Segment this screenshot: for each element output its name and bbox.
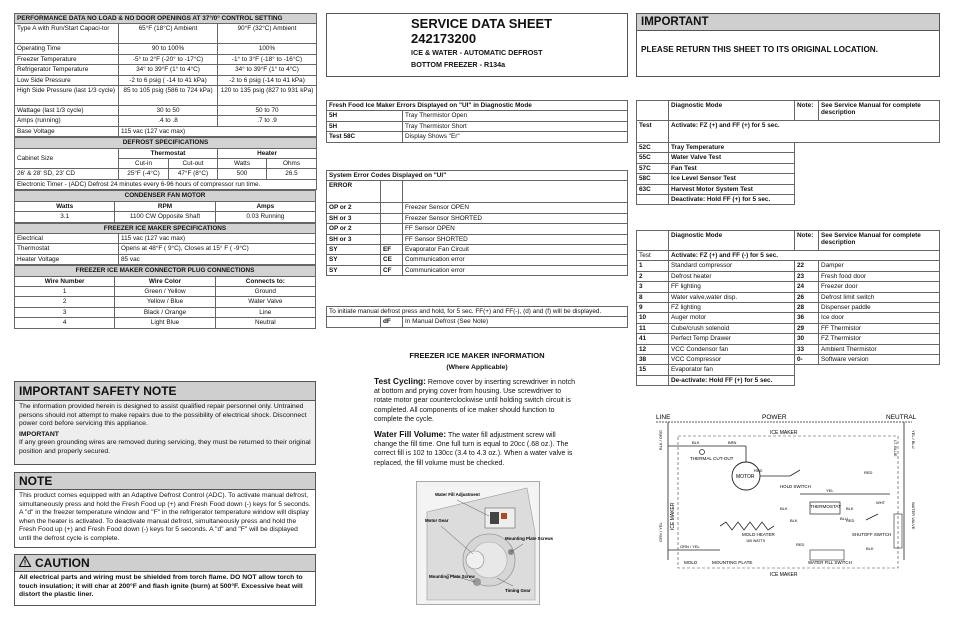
condenser-cell: 3.1 <box>15 212 115 222</box>
wire-label: YEL <box>826 488 834 493</box>
diag2-desc: Evaporator fan <box>669 365 795 375</box>
perf-cell: -2 to 6 psig (-14 to 41 kPa) <box>218 75 317 85</box>
connector-header: Wire Number <box>15 276 115 286</box>
perf-cell: .7 to .9 <box>218 116 317 126</box>
diag2-code: 2 <box>637 271 669 281</box>
fill-volume-body: The water fill adjustment screw will change the fill time. One full turn is equal to 20cc (.68 oz.). The correct fill is 102 to 130cc (3.4 to 4.3 oz.). When a water valve is replaced, the fill volume must be checked. <box>374 432 573 467</box>
safety-title: IMPORTANT SAFETY NOTE <box>15 382 315 401</box>
diag2-code: 30 <box>795 334 819 344</box>
sys-error-label: ERROR <box>327 181 381 203</box>
performance-title: PERFORMANCE DATA NO LOAD & NO DOOR OPENINGS AT 37°/0° CONTROL SETTING <box>15 14 317 24</box>
perf-cell: 50 to 70 <box>218 106 317 116</box>
cut-in-label: Cut-in <box>119 159 169 169</box>
perf-cell: Refrigerator Temperature <box>15 65 119 75</box>
perf-cell: -5° to 2°F (-20° to -17°C) <box>119 54 218 64</box>
mounting-plate-label: MOUNTING PLATE <box>712 560 753 565</box>
manual-defrost-title: To initiate manual defrost press and hold, for 5 sec. FF(+) and FF(-), (d) and (f) will be displayed. <box>327 307 628 317</box>
ff-error-code: Test 58C <box>327 132 403 142</box>
connector-cell: 2 <box>15 297 115 307</box>
diag2-note: Note: <box>795 231 819 251</box>
ltblu-label: LT. BLUE <box>893 440 898 457</box>
water-fill-adjustment-label: Water Fill Adjustment <box>435 492 480 497</box>
diag2-code: 8 <box>637 292 669 302</box>
diag2-desc: Freezer door <box>819 282 940 292</box>
sys-error-sub <box>381 224 403 234</box>
wire-label: RED <box>864 470 873 475</box>
wire-label: RED <box>796 542 805 547</box>
diag2-desc: FF lighting <box>669 282 795 292</box>
connector-cell: 4 <box>15 318 115 328</box>
wire-label: BLU <box>840 516 848 521</box>
diag1-code: 55C <box>637 153 669 163</box>
diag1-desc: Tray Temperature <box>669 143 795 153</box>
sys-error-code: SH or 3 <box>327 234 381 244</box>
important-body: PLEASE RETURN THIS SHEET TO ITS ORIGINAL LOCATION. <box>641 45 878 54</box>
diag1-activate: Activate: FZ (+) and FF (+) for 5 sec. <box>669 121 940 143</box>
perf-cell: Type A with Run/Start Capaci-tor <box>15 24 119 44</box>
ff-error-code: 5H <box>327 121 403 131</box>
thermal-cutout-label: THERMAL CUT-OUT <box>690 456 734 461</box>
service-header <box>326 13 628 77</box>
diag2-desc: Water valve,water disp. <box>669 292 795 302</box>
perf-cell: 85 to 105 psig (586 to 724 kPa) <box>119 86 218 106</box>
diag2-code: 26 <box>795 292 819 302</box>
icemaker-cell: Opens at 48°F ( 9°C), Closes at 15° F ( -9°C) <box>119 244 316 254</box>
ice-info-subtitle: (Where Applicable) <box>446 364 508 371</box>
diag2-desc: Perfect Temp Drawer <box>669 334 795 344</box>
grn-yel-side-label: GRN / YEL <box>658 522 663 542</box>
wire-label: WHT <box>876 500 886 505</box>
diag2-code: 11 <box>637 323 669 333</box>
sys-error-desc: Freezer Sensor OPEN <box>403 203 628 213</box>
perf-cell: 30 to 50 <box>119 106 218 116</box>
ice-info <box>374 350 580 468</box>
defrost-title: DEFROST SPECIFICATIONS <box>15 138 317 148</box>
mounting-plate-screws-label: Mounting Plate Screws <box>505 536 554 541</box>
safety-body: The information provided herein is designed to assist qualified repair personnel only. Untrained persons should not attempt to make repairs due to the possibility of electrical shock. Disconnect power cord before servicing this appliance. <box>19 403 307 428</box>
perf-cell: -1° to 3°F (-18° to -16°C) <box>218 54 317 64</box>
water-valve-label: WATER VALVE <box>911 502 916 530</box>
connector-cell: Ground <box>215 286 315 296</box>
condenser-header: Amps <box>215 201 315 211</box>
mounting-plate-screw-label: Mounting Plate Screw <box>429 574 475 579</box>
diag2-code: 23 <box>795 271 819 281</box>
cabinet-cell: 26' & 28' SD, 23' CD <box>15 169 119 179</box>
cabinet-size-label: Cabinet Size <box>15 148 119 169</box>
safety-important-body: If any green grounding wires are removed during servicing, they must be returned to their original position and properly secured. <box>19 439 311 455</box>
motor-label: MOTOR <box>736 474 755 480</box>
diag2-test-label: Test <box>637 251 669 261</box>
sys-error-desc: FF Sensor SHORTED <box>403 234 628 244</box>
diag2-code: 28 <box>795 303 819 313</box>
water-fill-switch-label: WATER FILL SWITCH <box>808 560 852 565</box>
diag1-code: 52C <box>637 143 669 153</box>
manual-defrost-code: dF <box>381 317 403 327</box>
test-cycling-para <box>374 377 580 424</box>
diag2-desc: VCC Condensor fan <box>669 344 795 354</box>
connector-cell: Neutral <box>215 318 315 328</box>
hold-switch-label: HOLD SWITCH <box>780 484 811 489</box>
diag2-note-desc: See Service Manual for complete description <box>819 231 940 251</box>
condenser-title: CONDENSER FAN MOTOR <box>15 191 316 201</box>
sys-error-desc: Evaporator Fan Circuit <box>403 245 628 255</box>
perf-cell: Operating Time <box>15 44 119 54</box>
caution-header <box>15 555 315 572</box>
diagnostic-table-2 <box>636 230 940 386</box>
sys-error-code: SH or 3 <box>327 213 381 223</box>
caution-body: All electrical parts and wiring must be shielded from torch flame. DO NOT allow torch to touch insulation; it will char at 200°F and flash ignite (burn) at 500°F. Excessive heat will distort the plastic liner. <box>19 574 303 599</box>
diag1-desc: Ice Level Sensor Test <box>669 174 795 184</box>
icemaker-cell: 85 vac <box>119 254 316 264</box>
important-title: IMPORTANT <box>637 14 939 31</box>
connector-cell: 3 <box>15 307 115 317</box>
performance-table <box>14 13 316 329</box>
diagnostic-table-1 <box>636 100 940 205</box>
diag2-code: 12 <box>637 344 669 354</box>
caution-title: CAUTION <box>35 556 90 570</box>
service-number: 242173200 <box>411 31 477 46</box>
cabinet-cell: 25°F (-4°C) <box>119 169 169 179</box>
ff-error-desc: Tray Thermistor Short <box>403 121 628 131</box>
sys-error-sub: CF <box>381 265 403 275</box>
base-voltage-value: 115 vac (127 vac max) <box>119 126 317 136</box>
perf-cell: -2 to 6 psig ( -14 to 41 kPa) <box>119 75 218 85</box>
icemaker-spec-title: FREEZER ICE MAKER SPECIFICATIONS <box>15 223 316 233</box>
service-line1: ICE & WATER - AUTOMATIC DEFROST <box>411 48 543 57</box>
diag1-note: Note: <box>795 101 819 121</box>
diag2-desc: VCC Compressor <box>669 355 795 365</box>
ice-maker-side-label: ICE MAKER <box>670 502 676 530</box>
diag2-desc: FZ Thermistor <box>819 334 940 344</box>
diag1-test-label: Test <box>637 121 669 143</box>
wire-label: RED <box>846 518 855 523</box>
wire-label: BLK <box>866 546 874 551</box>
diag1-code: 57C <box>637 163 669 173</box>
sys-error-sub <box>381 213 403 223</box>
sys-error-desc: Communication error <box>403 255 628 265</box>
perf-cell: 34° to 39°F (1° to 4°C) <box>218 65 317 75</box>
condenser-cell: 1100 CW Opposite Shaft <box>115 212 215 222</box>
icemaker-cell: Heater Voltage <box>15 254 119 264</box>
diag2-code: 22 <box>795 261 819 271</box>
diag2-desc: Defrost heater <box>669 271 795 281</box>
diag1-header: Diagnostic Mode <box>669 101 795 121</box>
condenser-header: RPM <box>115 201 215 211</box>
note-body: This product comes equipped with an Adaptive Defrost Control (ADC). To activate manual defrost, simultaneously press and hold the Fresh Food up (+) and Fresh Food down (-) keys for 5 seconds. A "d" in the freezer temperature window and "F" in the refrigerator temperature window will display when the heater is activated. To deactivate manual defrost, simultaneously press and hold the Fresh Food up (+) and Fresh Food down (-) keys for 5 seconds. A "d" and "F" will be displayed until the defrost cycle is complete. <box>19 492 311 542</box>
diag1-desc: Harvest Motor System Test <box>669 184 795 194</box>
ff-errors-table <box>326 100 628 143</box>
yel-blu-label: YEL / BLU <box>911 430 916 449</box>
heater-label: Heater <box>218 148 317 158</box>
fill-volume-label: Water Fill Volume: <box>374 429 447 440</box>
thermostat-label: Thermostat <box>119 148 218 158</box>
sys-error-sub <box>381 234 403 244</box>
condenser-cell: 0.03 Running <box>215 212 315 222</box>
diag2-code: 33 <box>795 344 819 354</box>
icemaker-cell: 115 vac (127 vac max) <box>119 233 316 243</box>
sys-error-sub <box>381 203 403 213</box>
diag2-deactivate: De-activate: Hold FF (+) for 5 sec. <box>669 375 795 385</box>
line-label: LINE <box>656 414 671 421</box>
fill-volume-para <box>374 430 580 468</box>
diag2-code: 41 <box>637 334 669 344</box>
ff-errors-title: Fresh Food Ice Maker Errors Displayed on "UI" in Diagnostic Mode <box>327 101 628 111</box>
warning-icon <box>19 556 31 570</box>
sys-error-sub: CE <box>381 255 403 265</box>
sys-error-code: SY <box>327 245 381 255</box>
safety-note <box>14 381 316 465</box>
system-errors-table <box>326 170 628 276</box>
cabinet-cell: 26.5 <box>267 169 317 179</box>
power-label: POWER <box>762 414 787 421</box>
diag2-desc: Software version <box>819 355 940 365</box>
icemaker-cell: Thermostat <box>15 244 119 254</box>
connector-cell: Black / Orange <box>115 307 215 317</box>
shutoff-switch-label: SHUTOFF SWITCH <box>852 532 892 537</box>
perf-cell: .4 to .8 <box>119 116 218 126</box>
diag2-desc: FZ lighting <box>669 303 795 313</box>
safety-important-label: IMPORTANT <box>19 430 59 438</box>
diag2-code: 0- <box>795 355 819 365</box>
sys-error-code: OP or 2 <box>327 224 381 234</box>
diag2-code: 10 <box>637 313 669 323</box>
ice-maker-bottom-label: ICE MAKER <box>770 572 798 578</box>
defrost-note <box>14 472 316 548</box>
wiring-diagram <box>650 410 922 580</box>
thermostat-label: THERMOSTAT <box>810 504 841 509</box>
grn-yel-label: GRN / YEL <box>680 544 700 549</box>
mold-label: MOLD <box>684 560 698 565</box>
perf-cell: 90°F (32°C) Ambient <box>218 24 317 44</box>
connector-header: Connects to: <box>215 276 315 286</box>
base-voltage-label: Base Voltage <box>15 126 119 136</box>
manual-defrost-desc: In Manual Defrost (See Note) <box>403 317 628 327</box>
wire-label: BLK <box>846 506 854 511</box>
ff-error-desc: Tray Thermistor Open <box>403 111 628 121</box>
cut-out-label: Cut-out <box>169 159 218 169</box>
diag1-deactivate: Deactivate: Hold FF (+) for 5 sec. <box>669 195 795 205</box>
icemaker-cell: Electrical <box>15 233 119 243</box>
diag2-desc: Fresh food door <box>819 271 940 281</box>
test-cycling-label: Test Cycling: <box>374 376 426 386</box>
connector-cell: Water Valve <box>215 297 315 307</box>
sys-error-desc: FF Sensor OPEN <box>403 224 628 234</box>
connector-title: FREEZER ICE MAKER CONNECTOR PLUG CONNECTIONS <box>15 266 316 276</box>
wire-label: RED <box>754 468 763 473</box>
test-cycling-body: Remove cover by inserting screwdriver in notch at bottom and prying cover from housing. Use screwdriver to rotate motor gear counterclockwise until holding switch circuit is completed. All components of ice maker should function to complete the cycle. <box>374 379 575 423</box>
diag1-code: 58C <box>637 174 669 184</box>
wire-label: BLK <box>780 506 788 511</box>
important-box <box>636 13 940 77</box>
connector-cell: Light Blue <box>115 318 215 328</box>
wire-label: BLK <box>790 518 798 523</box>
connector-cell: Yellow / Blue <box>115 297 215 307</box>
perf-cell: 65°F (18°C) Ambient <box>119 24 218 44</box>
diag2-code: 29 <box>795 323 819 333</box>
sys-error-sub: EF <box>381 245 403 255</box>
neutral-label: NEUTRAL <box>886 414 917 421</box>
note-title: NOTE <box>15 473 315 490</box>
diag2-header: Diagnostic Mode <box>669 231 795 251</box>
wire-label: BRN <box>728 440 737 445</box>
perf-cell: Amps (running) <box>15 116 119 126</box>
diag2-desc: Ice door <box>819 313 940 323</box>
manual-defrost-table <box>326 306 628 328</box>
connector-header: Wire Color <box>115 276 215 286</box>
perf-cell: 90 to 100% <box>119 44 218 54</box>
diag2-code: 9 <box>637 303 669 313</box>
perf-cell: 100% <box>218 44 317 54</box>
diag2-activate: Activate: FZ (+) and FF (-) for 5 sec. <box>669 251 940 261</box>
ff-error-desc: Display Shows "Er" <box>403 132 628 142</box>
sys-error-desc: Communication error <box>403 265 628 275</box>
diag2-code: 1 <box>637 261 669 271</box>
perf-cell: Wattage (last 1/3 cycle) <box>15 106 119 116</box>
sys-error-desc: Freezer Sensor SHORTED <box>403 213 628 223</box>
diag2-desc: Damper <box>819 261 940 271</box>
connector-cell: Line <box>215 307 315 317</box>
timing-gear-label: Timing Gear <box>505 588 531 593</box>
sys-error-code: SY <box>327 265 381 275</box>
sys-error-code: SY <box>327 255 381 265</box>
perf-cell: 120 to 135 psig (827 to 931 kPa) <box>218 86 317 106</box>
diag2-code: 36 <box>795 313 819 323</box>
diag2-desc: Ambient Thermistor <box>819 344 940 354</box>
perf-cell: Freezer Temperature <box>15 54 119 64</box>
perf-cell: High Side Pressure (last 1/3 cycle) <box>15 86 119 106</box>
cabinet-cell: 500 <box>218 169 267 179</box>
diag2-desc: Defrost limit switch <box>819 292 940 302</box>
mold-heater-label: MOLD HEATER <box>742 532 775 537</box>
ohms-label: Ohms <box>267 159 317 169</box>
motor-gear-label: Motor Gear <box>425 518 449 523</box>
diag1-desc: Water Valve Test <box>669 153 795 163</box>
sys-errors-title: System Error Codes Displayed on "UI" <box>327 171 628 181</box>
diag2-code: 24 <box>795 282 819 292</box>
diag2-desc: FF Thermistor <box>819 323 940 333</box>
diag2-desc: Cube/crush solenoid <box>669 323 795 333</box>
cabinet-cell: 47°F (8°C) <box>169 169 218 179</box>
ice-info-title: FREEZER ICE MAKER INFORMATION <box>409 351 545 360</box>
sys-error-code: OP or 2 <box>327 203 381 213</box>
timer-note: Electronic Timer - (ADC) Defrost 24 minutes every 6-96 hours of compressor run time. <box>15 179 317 189</box>
mold-heater-sub-label: 165 WATTS <box>746 539 766 543</box>
watts-label: Watts <box>218 159 267 169</box>
condenser-header: Watts <box>15 201 115 211</box>
ff-error-code: 5H <box>327 111 403 121</box>
diag1-desc: Fan Test <box>669 163 795 173</box>
diag2-code: 38 <box>637 355 669 365</box>
service-line2: BOTTOM FREEZER - R134a <box>411 60 506 69</box>
blk-org-label: BLK / ORG <box>658 429 663 450</box>
wire-label: BLK <box>692 440 700 445</box>
ice-maker-illustration <box>416 481 554 605</box>
connector-cell: Green / Yellow <box>115 286 215 296</box>
diag2-desc: Auger motor <box>669 313 795 323</box>
perf-cell: 34° to 39°F (1° to 4°C) <box>119 65 218 75</box>
perf-cell: Low Side Pressure <box>15 75 119 85</box>
ice-maker-top-label: ICE MAKER <box>770 430 798 436</box>
caution-box <box>14 554 316 606</box>
diag1-note-desc: See Service Manual for complete description <box>819 101 940 121</box>
diag2-code: 15 <box>637 365 669 375</box>
diag1-code: 63C <box>637 184 669 194</box>
connector-cell: 1 <box>15 286 115 296</box>
diag2-desc: Dispenser paddle <box>819 303 940 313</box>
diag2-code: 3 <box>637 282 669 292</box>
service-title: SERVICE DATA SHEET <box>411 16 553 31</box>
diag2-desc: Standard compressor <box>669 261 795 271</box>
